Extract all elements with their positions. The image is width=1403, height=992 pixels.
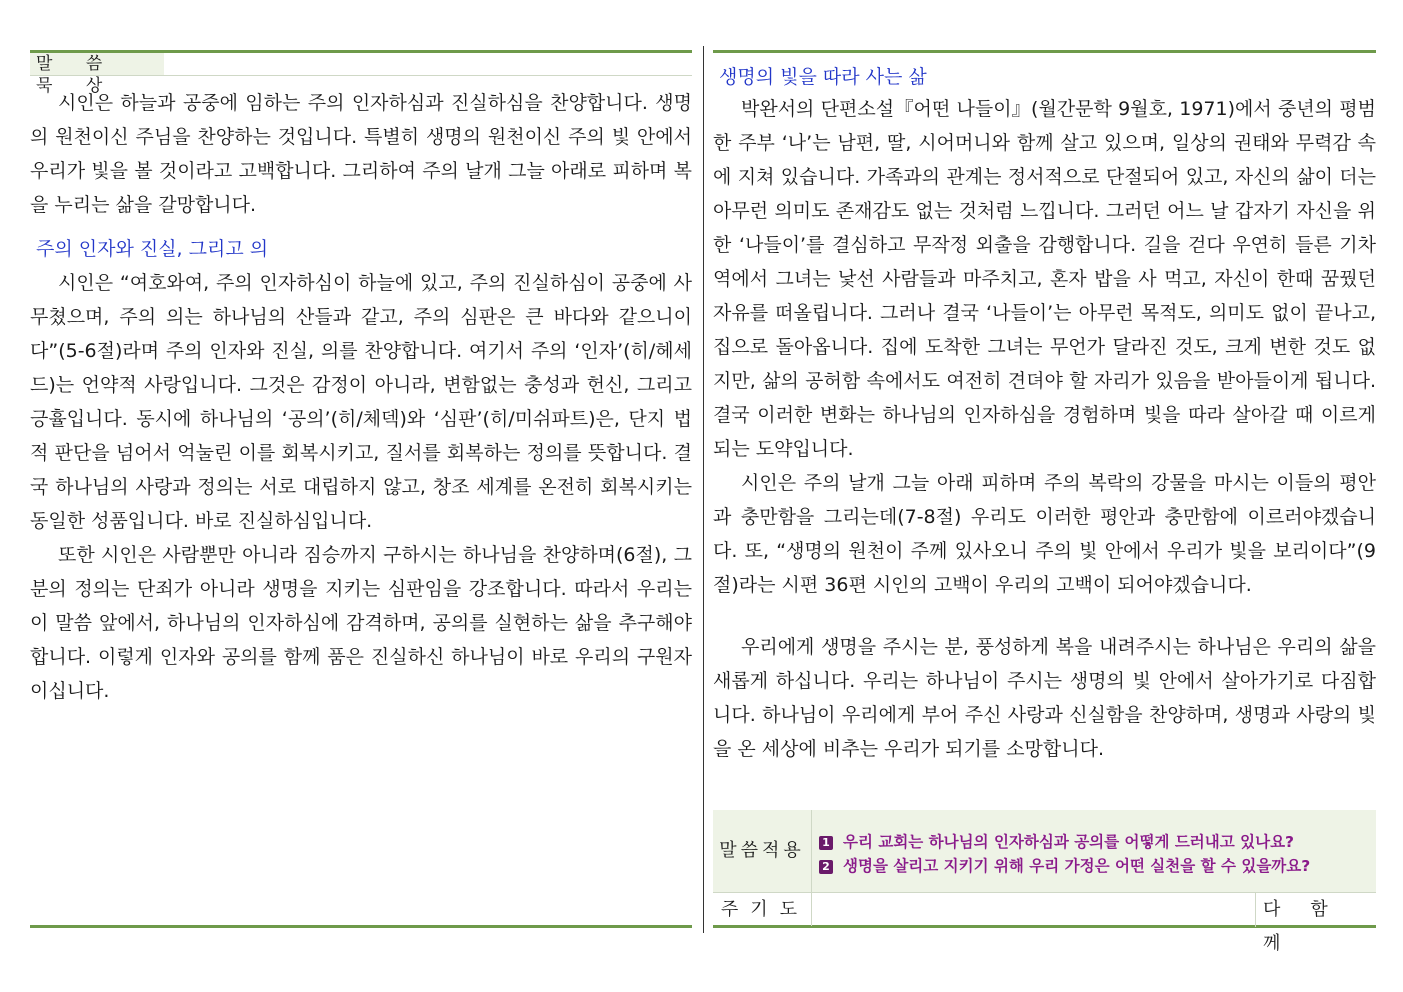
number-2-icon: 2 — [819, 860, 833, 874]
number-1-icon: 1 — [819, 836, 833, 850]
left-subtitle: 주의 인자와 진실, 그리고 의 — [36, 238, 269, 260]
meditation-label: 말 씀 묵 상 — [30, 53, 164, 75]
question-1 — [819, 830, 1294, 852]
application-label: 말씀적용 — [719, 840, 805, 861]
prayer-label: 주기도 — [720, 899, 810, 920]
application-row — [713, 810, 1376, 892]
question-2-text: 생명을 살리고 지키기 위해 우리 가정은 어떤 실천을 할 수 있을까요? — [843, 857, 1311, 875]
application-box — [713, 810, 1376, 954]
right-column — [713, 62, 1376, 766]
left-para-2: 또한 시인은 사람뿐만 아니라 짐승까지 구하시는 하나님을 찬양하며(6절), 그분의 정의는 단죄가 아니라 생명을 지키는 심판임을 강조합니다. 따라서 우리는 이 말씀 앞에서, 하나님의 인자하심에 감격하며, 공의를 실현하는 삶을 추구해야 합니다. 이렇게 인자와 공의를 함께 품은 진실하신 하나님이 바로 우리의 구원자이십니다. — [30, 544, 692, 702]
question-2 — [819, 854, 1310, 876]
question-1-text: 우리 교회는 하나님의 인자하심과 공의를 어떻게 드러내고 있나요? — [843, 833, 1295, 851]
left-bottom-rule — [30, 925, 692, 928]
together-divider — [1255, 893, 1256, 927]
right-para-3: 우리에게 생명을 주시는 분, 풍성하게 복을 내려주시는 하나님은 우리의 삶을 새롭게 하십니다. 우리는 하나님이 주시는 생명의 빛 안에서 살아가기로 다짐합니다. 하나님이 우리에게 부어 주신 사랑과 신실함을 찬양하며, 생명과 사랑의 빛을 온 세상에 비추는 우리가 되기를 소망합니다. — [713, 636, 1376, 760]
meditation-underline — [30, 75, 692, 76]
column-divider — [703, 46, 704, 933]
left-para-1: 시인은 “여호와여, 주의 인자하심이 하늘에 있고, 주의 진실하심이 공중에 사무쳤으며, 주의 의는 하나님의 산들과 같고, 주의 심판은 큰 바다와 같으니이다”(5-6절)라며 주의 인자와 진실, 의를 찬양합니다. 여기서 주의 ‘인자’(히/헤세드)는 언약적 사랑입니다. 그것은 감정이 아니라, 변함없는 충성과 헌신, 그리고 긍휼입니다. 동시에 하나님의 ‘공의’(히/체덱)와 ‘심판’(히/미쉬파트)은, 단지 법적 판단을 넘어서 억눌린 이를 회복시키고, 질서를 회복하는 정의를 뜻합니다. 결국 하나님의 사랑과 정의는 서로 대립하지 않고, 창조 세계를 온전히 회복시키는 동일한 성품입니다. 바로 진실하심입니다. — [30, 272, 692, 532]
right-top-rule — [713, 50, 1376, 53]
application-divider — [811, 810, 812, 926]
prayer-row — [713, 892, 1376, 954]
right-subtitle: 생명의 빛을 따라 사는 삶 — [719, 66, 927, 88]
right-para-1: 박완서의 단편소설『어떤 나들이』(월간문학 9월호, 1971)에서 중년의 평범한 주부 ‘나’는 남편, 딸, 시어머니와 함께 살고 있으며, 일상의 권태와 무력감 속에 지쳐 있습니다. 가족과의 관계는 정서적으로 단절되어 있고, 자신의 삶이 더는 아무런 의미도 존재감도 없는 것처럼 느낍니다. 그러던 어느 날 갑자기 자신을 위한 ‘나들이’를 결심하고 무작정 외출을 감행합니다. 길을 걷다 우연히 들른 기차역에서 그녀는 낯선 사람들과 마주치고, 혼자 밥을 사 먹고, 자신이 한때 꿈꿨던 자유를 떠올립니다. 그러나 결국 ‘나들이’는 아무런 목적도, 의미도 없이 끝나고, 집으로 돌아옵니다. 집에 도착한 그녀는 무언가 달라진 것도, 크게 변한 것도 없지만, 삶의 공허함 속에서도 여전히 견뎌야 할 자리가 있음을 받아들이게 됩니다. 결국 이러한 변화는 하나님의 인자하심을 경험하며 빛을 따라 살아갈 때 이르게 되는 도약입니다. — [713, 98, 1376, 460]
right-para-2: 시인은 주의 날개 그늘 아래 피하며 주의 복락의 강물을 마시는 이들의 평안과 충만함을 그리는데(7-8절) 우리도 이러한 평안과 충만함에 이르러야겠습니다. 또, “생명의 원천이 주께 있사오니 주의 빛 안에서 우리가 빛을 보리이다”(9절)라는 시편 36편 시인의 고백이 우리의 고백이 되어야겠습니다. — [713, 472, 1376, 596]
left-intro: 시인은 하늘과 공중에 임하는 주의 인자하심과 진실하심을 찬양합니다. 생명의 원천이신 주님을 찬양하는 것입니다. 특별히 생명의 원천이신 주의 빛 안에서 우리가 빛을 볼 것이라고 고백합니다. 그리하여 주의 날개 그늘 아래로 피하며 복을 누리는 삶을 갈망합니다. — [30, 92, 692, 216]
together-label: 다함께 — [1263, 899, 1358, 954]
left-column — [30, 86, 692, 708]
